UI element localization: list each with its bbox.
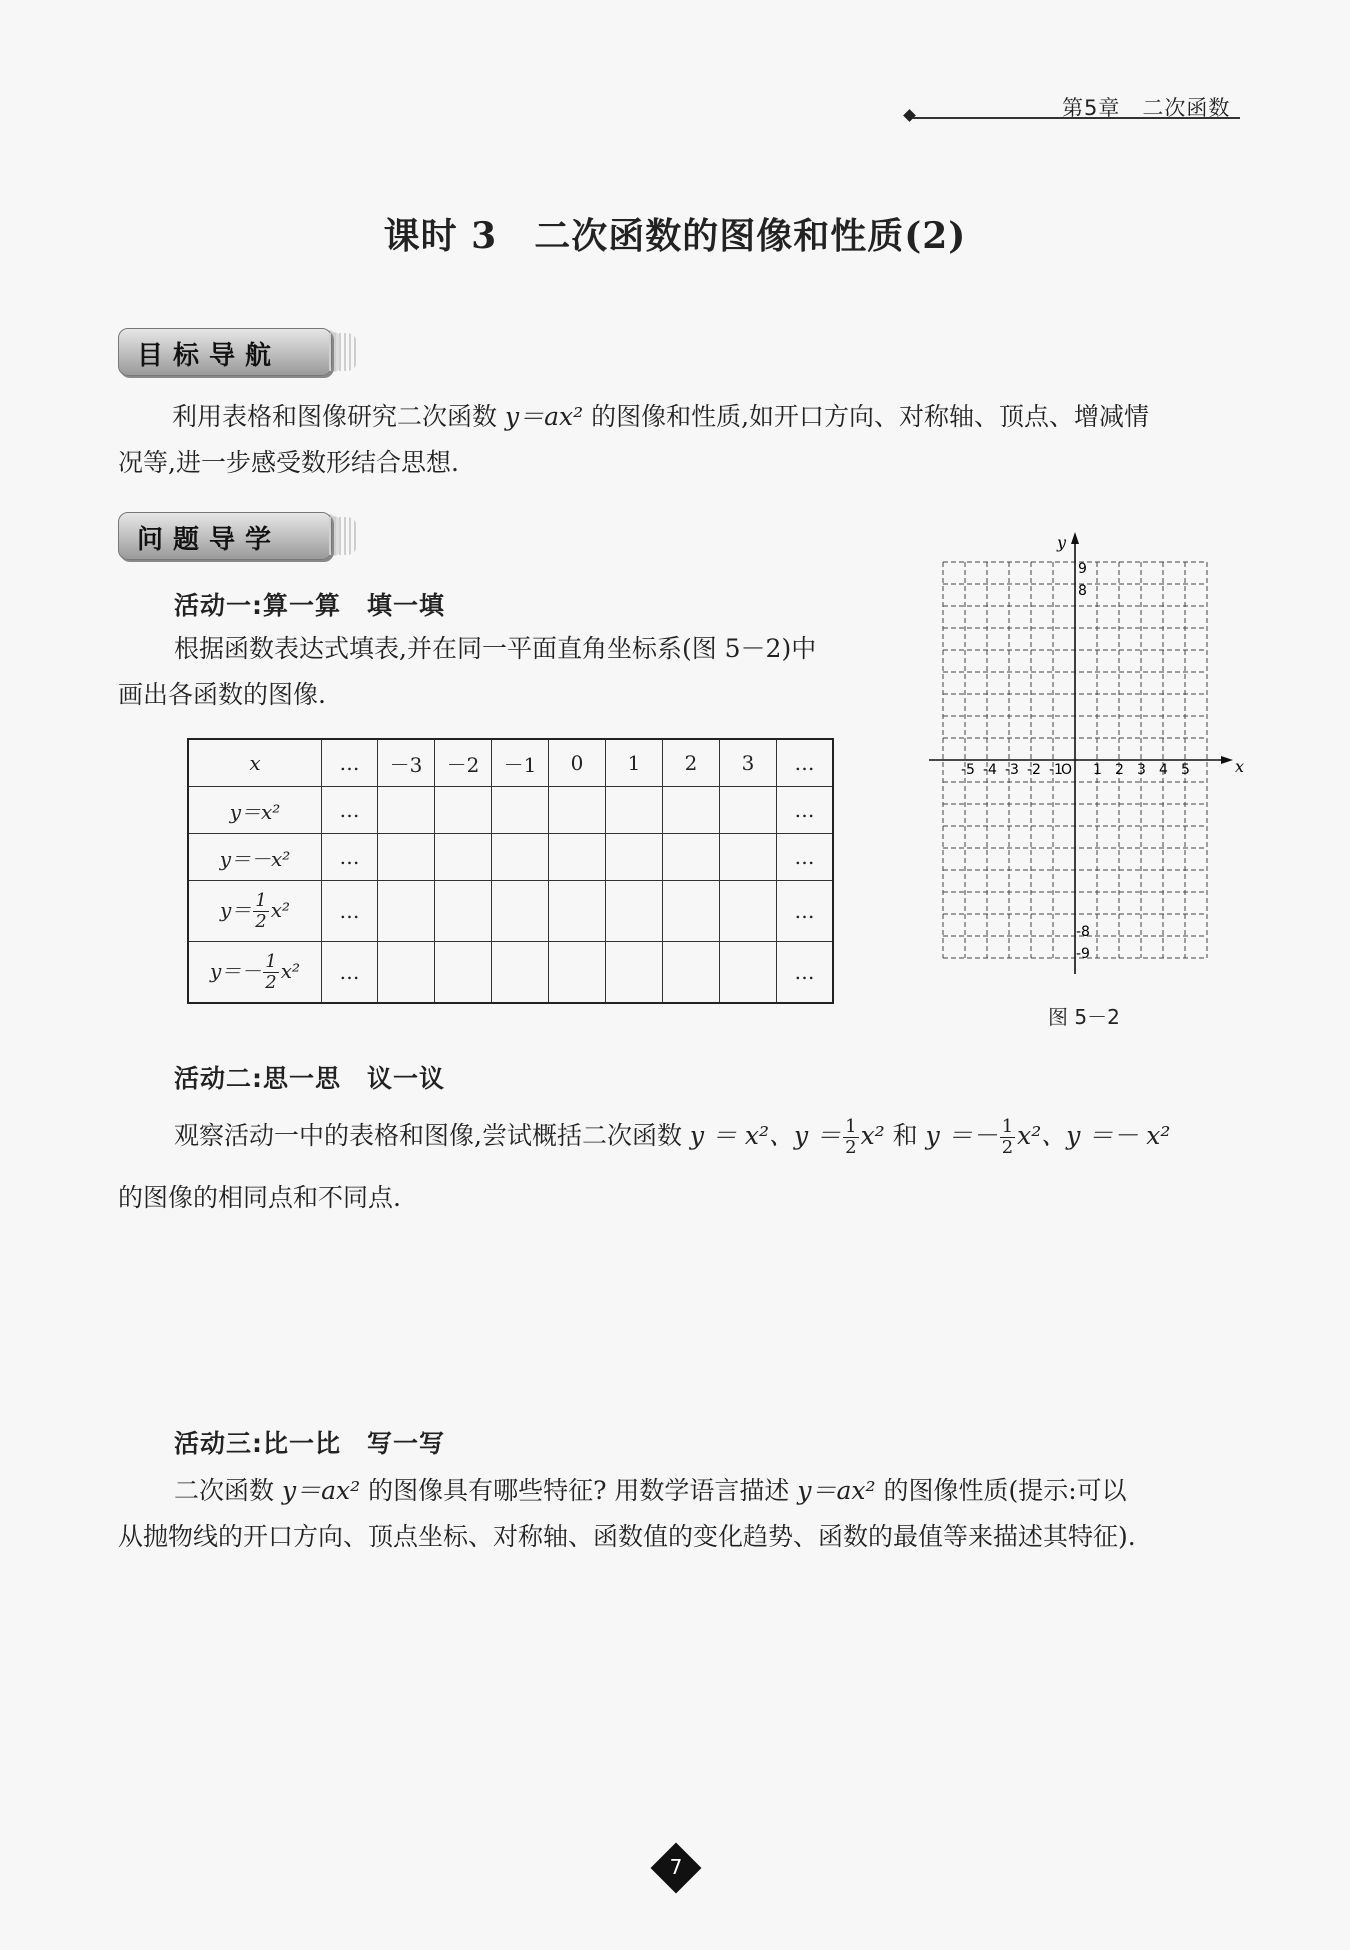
coordinate-grid xyxy=(925,530,1245,980)
table-cell: … xyxy=(322,739,378,787)
row-label xyxy=(188,881,322,942)
fraction-num: 1 xyxy=(845,1116,857,1137)
table-header-x: x xyxy=(188,739,322,787)
badge-stripes xyxy=(329,333,357,371)
y-axis-label: y xyxy=(1057,533,1067,552)
table-cell: －1 xyxy=(492,739,549,787)
activity2-formula-2-post: x²、y ＝－ x² xyxy=(1017,1121,1171,1150)
table-row xyxy=(188,787,833,834)
table-blank-cell[interactable] xyxy=(720,834,777,881)
table-blank-cell[interactable] xyxy=(606,834,663,881)
x-axis-arrow-icon xyxy=(1221,756,1233,764)
fraction xyxy=(263,952,278,993)
header-rule xyxy=(912,117,1240,119)
chapter-header: 第5章 二次函数 xyxy=(1062,96,1231,120)
page-number: 7 xyxy=(669,1855,683,1879)
activity1-line-2: 画出各函数的图像. xyxy=(118,680,326,709)
header-diamond-icon xyxy=(903,109,916,122)
fraction xyxy=(843,1117,858,1158)
table-cell: … xyxy=(322,834,378,881)
table-cell: 1 xyxy=(606,739,663,787)
table-row xyxy=(188,881,833,942)
activity1-title: 活动一:算一算 填一填 xyxy=(174,591,445,620)
table-cell: 3 xyxy=(720,739,777,787)
table-cell: … xyxy=(777,942,834,1004)
table-blank-cell[interactable] xyxy=(549,942,606,1004)
table-blank-cell[interactable] xyxy=(720,787,777,834)
table-header-row xyxy=(188,739,833,787)
fraction xyxy=(1000,1117,1015,1158)
x-tick-label: -3 xyxy=(1005,762,1019,778)
x-tick-label: 5 xyxy=(1181,762,1190,778)
table-blank-cell[interactable] xyxy=(720,942,777,1004)
table-cell: … xyxy=(777,881,834,942)
table-blank-cell[interactable] xyxy=(435,881,492,942)
table-cell: －3 xyxy=(378,739,435,787)
table-blank-cell[interactable] xyxy=(720,881,777,942)
activity2-title: 活动二:思一思 议一议 xyxy=(174,1064,445,1093)
fraction-den: 2 xyxy=(255,910,267,932)
table-row xyxy=(188,942,833,1004)
y-tick-label: -9 xyxy=(1076,946,1090,962)
activity2-formula-1: y ＝ x²、y ＝ xyxy=(689,1121,842,1150)
table-blank-cell[interactable] xyxy=(663,942,720,1004)
goals-text-a: 利用表格和图像研究二次函数 xyxy=(172,402,498,431)
x-tick-label: O xyxy=(1061,762,1073,778)
fraction-num: 1 xyxy=(255,889,267,911)
activity2-line-1 xyxy=(174,1113,1254,1158)
y-tick-label: 8 xyxy=(1078,583,1087,599)
row-label-post: x² xyxy=(280,958,301,983)
fraction-den: 2 xyxy=(1001,1137,1014,1158)
section-badge-questions xyxy=(118,512,332,560)
activity3-formula: y＝ax² xyxy=(797,1476,876,1505)
activity2-and: 和 xyxy=(892,1121,918,1150)
x-tick-label: 4 xyxy=(1159,762,1168,778)
x-tick-label: 2 xyxy=(1115,762,1124,778)
activity3-title: 活动三:比一比 写一写 xyxy=(174,1429,445,1458)
value-table xyxy=(187,738,834,1004)
activity3-text-a: 二次函数 xyxy=(174,1476,275,1505)
goals-line-2: 况等,进一步感受数形结合思想. xyxy=(118,448,459,477)
table-cell: … xyxy=(777,834,834,881)
activity1-line-1: 根据函数表达式填表,并在同一平面直角坐标系(图 5－2)中 xyxy=(174,634,817,663)
table-cell: 0 xyxy=(549,739,606,787)
y-tick-label: -8 xyxy=(1076,924,1090,940)
goals-formula: y＝ax² xyxy=(504,402,584,431)
table-blank-cell[interactable] xyxy=(492,834,549,881)
row-label: y＝x² xyxy=(188,787,322,834)
x-tick-label: 3 xyxy=(1137,762,1146,778)
table-cell: … xyxy=(322,881,378,942)
activity3-text-c: 的图像性质(提示:可以 xyxy=(883,1476,1127,1505)
goals-text-b: 的图像和性质,如开口方向、对称轴、顶点、增减情 xyxy=(591,402,1150,431)
table-blank-cell[interactable] xyxy=(435,942,492,1004)
page-number-badge xyxy=(651,1843,701,1893)
table-cell: … xyxy=(777,787,834,834)
section-badge-label: 目标导航 xyxy=(137,341,282,371)
table-blank-cell[interactable] xyxy=(549,881,606,942)
fraction-den: 2 xyxy=(845,1137,857,1158)
fraction-num: 1 xyxy=(1001,1116,1014,1137)
activity2-formula-2: y ＝－ xyxy=(925,1121,998,1150)
activity2-line-2: 的图像的相同点和不同点. xyxy=(118,1183,401,1212)
table-blank-cell[interactable] xyxy=(435,787,492,834)
table-blank-cell[interactable] xyxy=(492,787,549,834)
y-axis-arrow-icon xyxy=(1071,532,1079,544)
table-cell: 2 xyxy=(663,739,720,787)
table-blank-cell[interactable] xyxy=(549,834,606,881)
table-cell: －2 xyxy=(435,739,492,787)
table-blank-cell[interactable] xyxy=(378,834,435,881)
table-blank-cell[interactable] xyxy=(606,787,663,834)
activity3-line-1 xyxy=(174,1468,1254,1513)
activity3-line-2: 从抛物线的开口方向、顶点坐标、对称轴、函数值的变化趋势、函数的最值等来描述其特征). xyxy=(118,1522,1136,1551)
table-blank-cell[interactable] xyxy=(378,942,435,1004)
table-cell: … xyxy=(322,942,378,1004)
table-blank-cell[interactable] xyxy=(663,787,720,834)
table-blank-cell[interactable] xyxy=(435,834,492,881)
row-label-pre: y＝ xyxy=(219,897,252,922)
table-blank-cell[interactable] xyxy=(549,787,606,834)
table-blank-cell[interactable] xyxy=(378,787,435,834)
section-badge-label: 问题导学 xyxy=(137,525,282,555)
table-blank-cell[interactable] xyxy=(492,881,549,942)
table-cell: … xyxy=(322,787,378,834)
table-blank-cell[interactable] xyxy=(378,881,435,942)
activity3-text-b: 的图像具有哪些特征? 用数学语言描述 xyxy=(368,1476,790,1505)
row-label: y＝－x² xyxy=(188,834,322,881)
x-tick-label: -4 xyxy=(983,762,997,778)
table-blank-cell[interactable] xyxy=(606,942,663,1004)
lesson-title: 课时 3 二次函数的图像和性质(2) xyxy=(383,215,967,257)
row-label-post: x² xyxy=(270,897,291,922)
table-blank-cell[interactable] xyxy=(663,881,720,942)
x-tick-label: -5 xyxy=(961,762,975,778)
activity3-formula: y＝ax² xyxy=(281,1476,361,1505)
section-badge-goals xyxy=(118,328,332,376)
goals-line-1 xyxy=(172,394,1242,439)
table-blank-cell[interactable] xyxy=(606,881,663,942)
table-cell: … xyxy=(777,739,834,787)
table-blank-cell[interactable] xyxy=(663,834,720,881)
badge-stripes xyxy=(329,517,357,555)
y-tick-label: 9 xyxy=(1078,561,1087,577)
x-tick-label: -1 xyxy=(1049,762,1063,778)
x-tick-label: -2 xyxy=(1027,762,1041,778)
figure-caption: 图 5－2 xyxy=(1048,1005,1120,1029)
activity2-formula-1-post: x² xyxy=(860,1121,885,1150)
x-axis-label: x xyxy=(1235,757,1245,776)
fraction-num: 1 xyxy=(265,950,277,972)
table-blank-cell[interactable] xyxy=(492,942,549,1004)
activity2-text: 观察活动一中的表格和图像,尝试概括二次函数 xyxy=(174,1121,682,1150)
x-tick-label: 1 xyxy=(1093,762,1102,778)
table-row xyxy=(188,834,833,881)
fraction-den: 2 xyxy=(265,971,277,993)
row-label-pre: y＝－ xyxy=(209,958,262,983)
fraction xyxy=(253,891,268,932)
row-label xyxy=(188,942,322,1004)
